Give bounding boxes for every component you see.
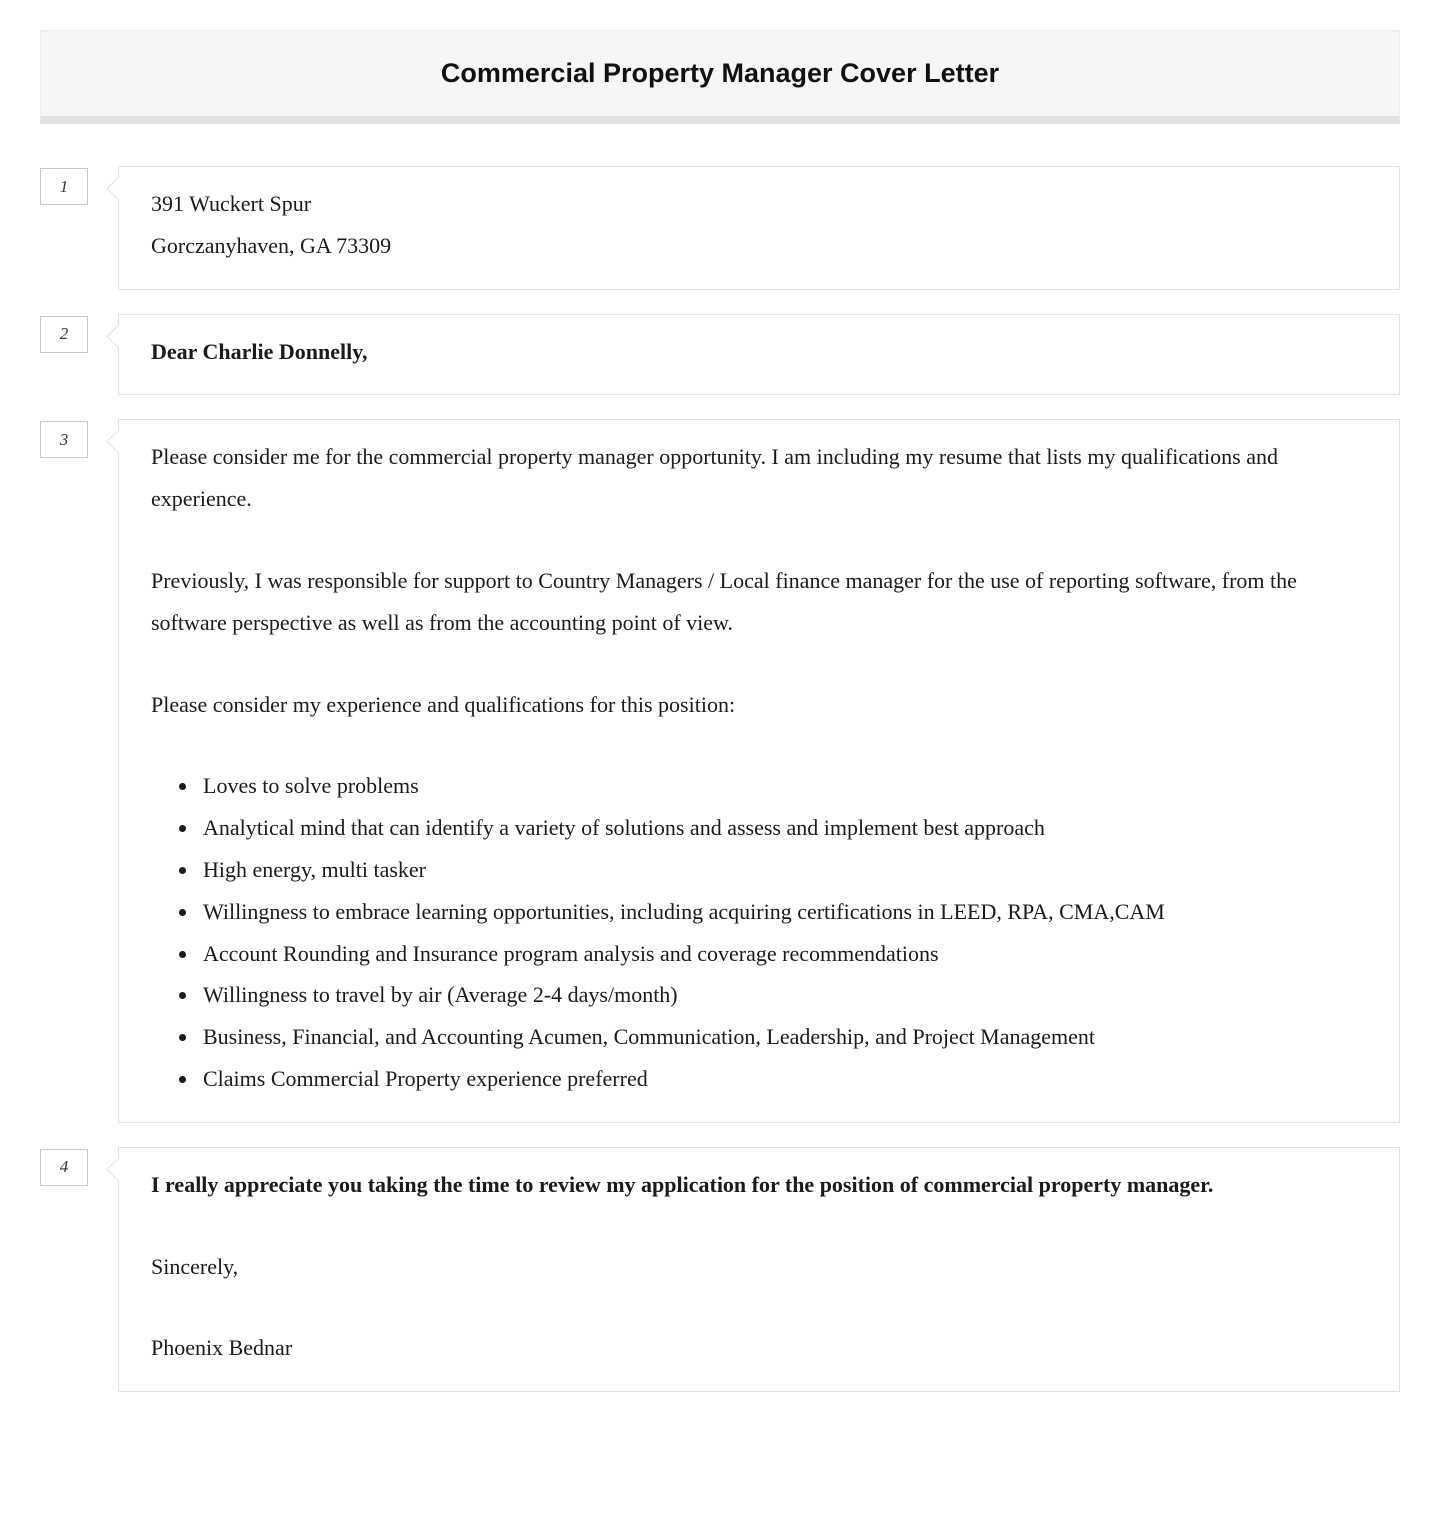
bullet-item: • Analytical mind that can identify a variety of solutions and assess and implement best approach [199,807,1367,849]
qualifications-list [151,765,1367,1099]
section-salutation [40,314,1400,396]
page-title: Commercial Property Manager Cover Letter [440,58,1000,88]
signoff-text: Sincerely, [151,1253,239,1279]
body-paragraph-3: Please consider my experience and qualifications for this position: [151,691,736,717]
section-number-badge: 2 [40,316,88,353]
bullet-item: • Loves to solve problems [199,765,1367,807]
section-number-badge: 3 [40,421,88,458]
closing-appreciation-text: I really appreciate you taking the time to review my application for the position of commercial property manager. [151,1171,1214,1197]
section-address [40,166,1400,290]
section-closing [40,1147,1400,1392]
page-header [40,30,1400,124]
section-number-badge: 1 [40,168,88,205]
body-block [118,419,1400,1122]
bullet-item: • Willingness to travel by air (Average 2-4 days/month) [199,974,1367,1016]
address-line-2: Gorczanyhaven, GA 73309 [151,232,392,258]
closing-block [118,1147,1400,1392]
signature-name: Phoenix Bednar [151,1335,293,1361]
salutation-block [118,314,1400,396]
cover-letter-page [0,30,1440,1525]
bullet-item: • Account Rounding and Insurance program analysis and coverage recommendations [199,933,1367,975]
bullet-item: • High energy, multi tasker [199,849,1367,891]
address-line-1: 391 Wuckert Spur [151,191,312,216]
body-paragraph-2: Previously, I was responsible for support to Country Managers / Local finance manager for the use of reporting software, from the software perspective as well as from the accounting point of view. [151,567,1297,635]
body-paragraph-1: Please consider me for the commercial property manager opportunity. I am including my resume that lists my qualifications and experience. [151,444,1278,512]
bullet-item: • Willingness to embrace learning opportunities, including acquiring certifications in LEED, RPA, CMA,CAM [199,891,1367,933]
bullet-item: • Claims Commercial Property experience preferred [199,1058,1367,1100]
section-body [40,419,1400,1122]
address-block [118,166,1400,290]
salutation-text: Dear Charlie Donnelly, [151,338,368,364]
letter-sections [0,124,1440,1456]
bullet-item: • Business, Financial, and Accounting Acumen, Communication, Leadership, and Project Management [199,1016,1367,1058]
section-number-badge: 4 [40,1149,88,1186]
